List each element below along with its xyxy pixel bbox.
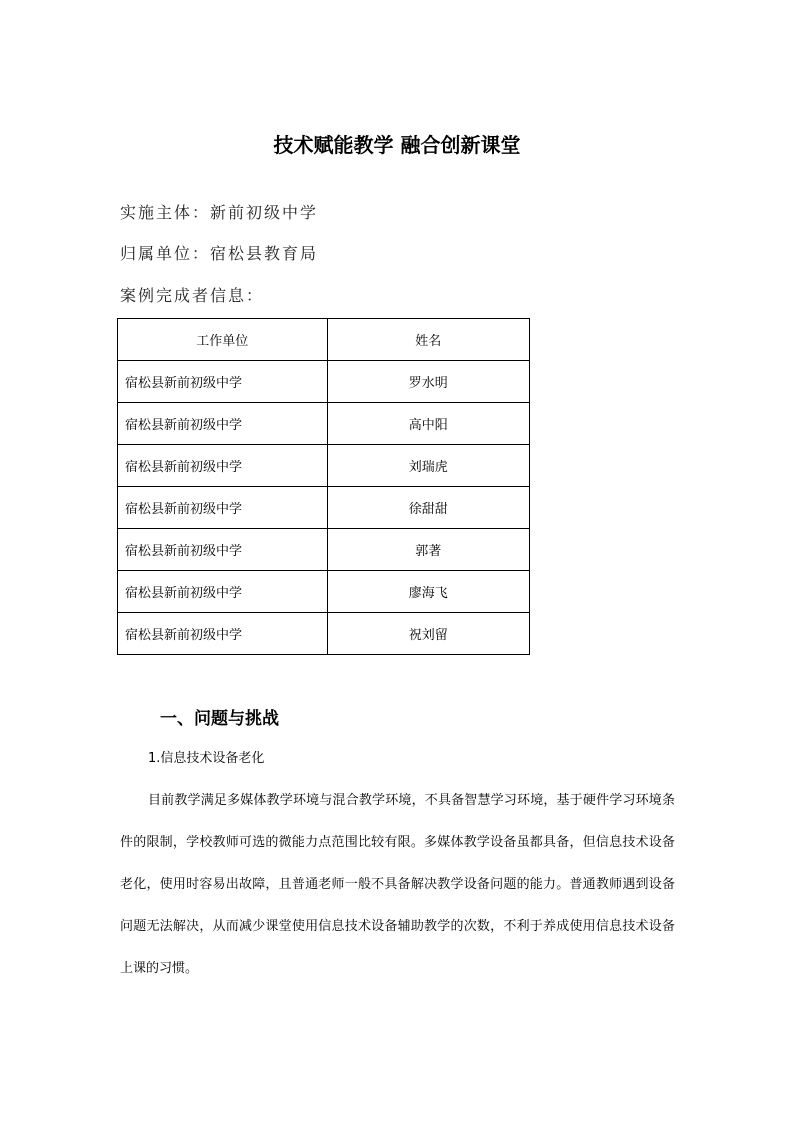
table-row bbox=[118, 403, 530, 445]
cell-name: 刘瑞虎 bbox=[327, 445, 530, 487]
body-paragraph: 目前教学满足多媒体教学环境与混合教学环境，不具备智慧学习环境，基于硬件学习环境条件的限制，学校教师可选的微能力点范围比较有限。多媒体教学设备虽都具备，但信息技术设备老化，使用时容易出故障，且普通老师一般不具备解决教学设备问题的能力。普通教师遇到设备问题无法解决，从而减少课堂使用信息技术设备辅助教学的次数，不利于养成使用信息技术设备上课的习惯。 bbox=[120, 793, 675, 976]
cell-name: 祝刘留 bbox=[327, 613, 530, 655]
table-row bbox=[118, 571, 530, 613]
table-row bbox=[118, 529, 530, 571]
table-row bbox=[118, 445, 530, 487]
document-title: 技术赋能教学 融合创新课堂 bbox=[273, 133, 521, 157]
cell-work-unit: 宿松县新前初级中学 bbox=[118, 403, 328, 445]
cell-work-unit: 宿松县新前初级中学 bbox=[118, 445, 328, 487]
cell-name: 高中阳 bbox=[327, 403, 530, 445]
table-row bbox=[118, 487, 530, 529]
authors-table bbox=[117, 318, 530, 655]
implementer-line: 实施主体：新前初级中学 bbox=[120, 203, 319, 222]
cell-name: 罗水明 bbox=[327, 361, 530, 403]
cell-work-unit: 宿松县新前初级中学 bbox=[118, 487, 328, 529]
cell-name: 徐甜甜 bbox=[327, 487, 530, 529]
header-name: 姓名 bbox=[327, 319, 530, 361]
table-row bbox=[118, 613, 530, 655]
authors-label: 案例完成者信息： bbox=[120, 286, 265, 305]
cell-work-unit: 宿松县新前初级中学 bbox=[118, 529, 328, 571]
cell-name: 廖海飞 bbox=[327, 571, 530, 613]
affiliation-line: 归属单位：宿松县教育局 bbox=[120, 244, 319, 263]
cell-name: 郭著 bbox=[327, 529, 530, 571]
cell-work-unit: 宿松县新前初级中学 bbox=[118, 571, 328, 613]
section-heading: 一、问题与挑战 bbox=[160, 709, 279, 729]
header-work-unit: 工作单位 bbox=[118, 319, 328, 361]
cell-work-unit: 宿松县新前初级中学 bbox=[118, 361, 328, 403]
table-row bbox=[118, 361, 530, 403]
cell-work-unit: 宿松县新前初级中学 bbox=[118, 613, 328, 655]
table-header-row bbox=[118, 319, 530, 361]
subsection-heading: 1.信息技术设备老化 bbox=[148, 751, 265, 766]
